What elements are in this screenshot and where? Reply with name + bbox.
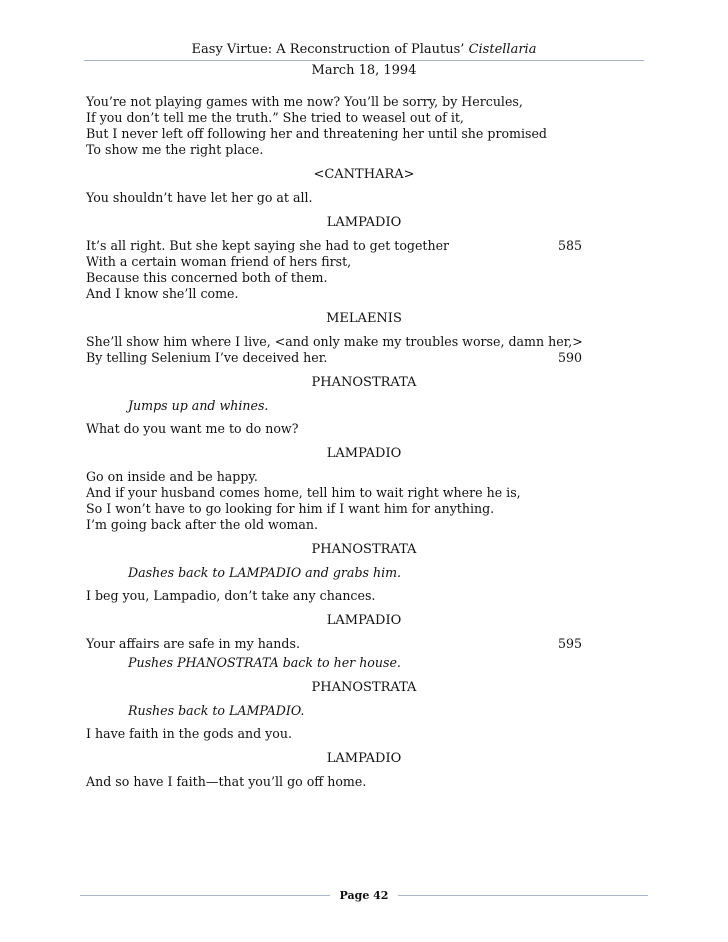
dialogue-text: I’m going back after the old woman. [86, 517, 318, 532]
dialogue-line [86, 726, 582, 742]
line-number: 590 [557, 350, 582, 365]
dialogue-line [86, 270, 582, 286]
dialogue-text: And so have I faith—that you’ll go off home. [86, 774, 367, 789]
dialogue-text: She’ll show him where I live, <and only make my troubles worse, damn her,> [86, 334, 583, 349]
dialogue-line [86, 774, 582, 790]
dialogue-block [86, 94, 582, 158]
dialogue-line [86, 501, 582, 517]
dialogue-line [86, 517, 582, 533]
speaker-name: MELAENIS [326, 311, 402, 326]
page-number [80, 889, 648, 902]
speaker-name: PHANOSTRATA [311, 680, 417, 695]
line-number: 595 [557, 636, 582, 651]
dialogue-line [86, 126, 582, 142]
dialogue-block [86, 238, 582, 302]
dialogue-block [86, 469, 582, 533]
dialogue-line [86, 286, 582, 302]
dialogue-line [86, 421, 582, 437]
dialogue-text: Because this concerned both of them. [86, 270, 328, 285]
dialogue-text: Your affairs are safe in my hands. [86, 636, 300, 651]
dialogue-line [86, 350, 582, 366]
speaker-name: <CANTHARA> [313, 167, 415, 182]
speaker-name: LAMPADIO [326, 446, 402, 461]
dialogue-line [86, 334, 582, 350]
dialogue-line [86, 469, 582, 485]
dialogue-line [86, 238, 582, 254]
dialogue-line [86, 254, 582, 270]
dialogue-block [86, 774, 582, 790]
dialogue-block [86, 588, 582, 604]
dialogue-text: To show me the right place. [86, 142, 264, 157]
dialogue-text: Go on inside and be happy. [86, 469, 258, 484]
stage-direction: Pushes PHANOSTRATA back to her house. [128, 655, 401, 670]
dialogue-text: So I won’t have to go looking for him if I want him for anything. [86, 501, 495, 516]
dialogue-text: And I know she’ll come. [86, 286, 239, 301]
dialogue-block [86, 726, 582, 742]
dialogue-block [86, 334, 582, 366]
page-footer [80, 886, 648, 906]
dialogue-text: With a certain woman friend of hers first, [86, 254, 352, 269]
running-title-italic: Cistellaria [468, 42, 537, 57]
dialogue-text: I have faith in the gods and you. [86, 726, 292, 741]
dialogue-text: And if your husband comes home, tell him to wait right where he is, [86, 485, 521, 500]
dialogue-text: If you don’t tell me the truth.” She tried to weasel out of it, [86, 110, 464, 125]
page-header [84, 40, 644, 81]
speaker-name: LAMPADIO [326, 751, 402, 766]
dialogue-text: It’s all right. But she kept saying she had to get together [86, 238, 450, 253]
speaker-name: LAMPADIO [326, 215, 402, 230]
dialogue-text: What do you want me to do now? [86, 421, 299, 436]
dialogue-line [86, 142, 582, 158]
speaker-name: PHANOSTRATA [311, 375, 417, 390]
dialogue-text: You shouldn’t have let her go at all. [86, 190, 313, 205]
dialogue-line [86, 485, 582, 501]
dialogue-block [86, 421, 582, 437]
page-number-text: Page 42 [332, 889, 397, 902]
dialogue-block [86, 190, 582, 206]
dialogue-text: By telling Selenium I’ve deceived her. [86, 350, 328, 365]
dialogue-line [86, 588, 582, 604]
running-title-text: Easy Virtue: A Reconstruction of Plautus’ [191, 42, 469, 57]
stage-direction: Jumps up and whines. [128, 398, 269, 413]
dialogue-text: But I never left off following her and threatening her until she promised [86, 126, 547, 141]
running-title [84, 40, 644, 60]
dialogue-text: I beg you, Lampadio, don’t take any chances. [86, 588, 376, 603]
speaker-name: LAMPADIO [326, 613, 402, 628]
stage-direction: Rushes back to LAMPADIO. [128, 703, 305, 718]
dialogue-block [86, 636, 582, 652]
dialogue-text: You’re not playing games with me now? You’ll be sorry, by Hercules, [86, 94, 523, 109]
dialogue-line [86, 190, 582, 206]
dialogue-line [86, 636, 582, 652]
stage-direction: Dashes back to LAMPADIO and grabs him. [128, 565, 402, 580]
header-date: March 18, 1994 [311, 63, 417, 78]
script-body [86, 94, 582, 790]
line-number: 585 [557, 238, 582, 253]
dialogue-line [86, 110, 582, 126]
speaker-name: PHANOSTRATA [311, 542, 417, 557]
dialogue-line [86, 94, 582, 110]
